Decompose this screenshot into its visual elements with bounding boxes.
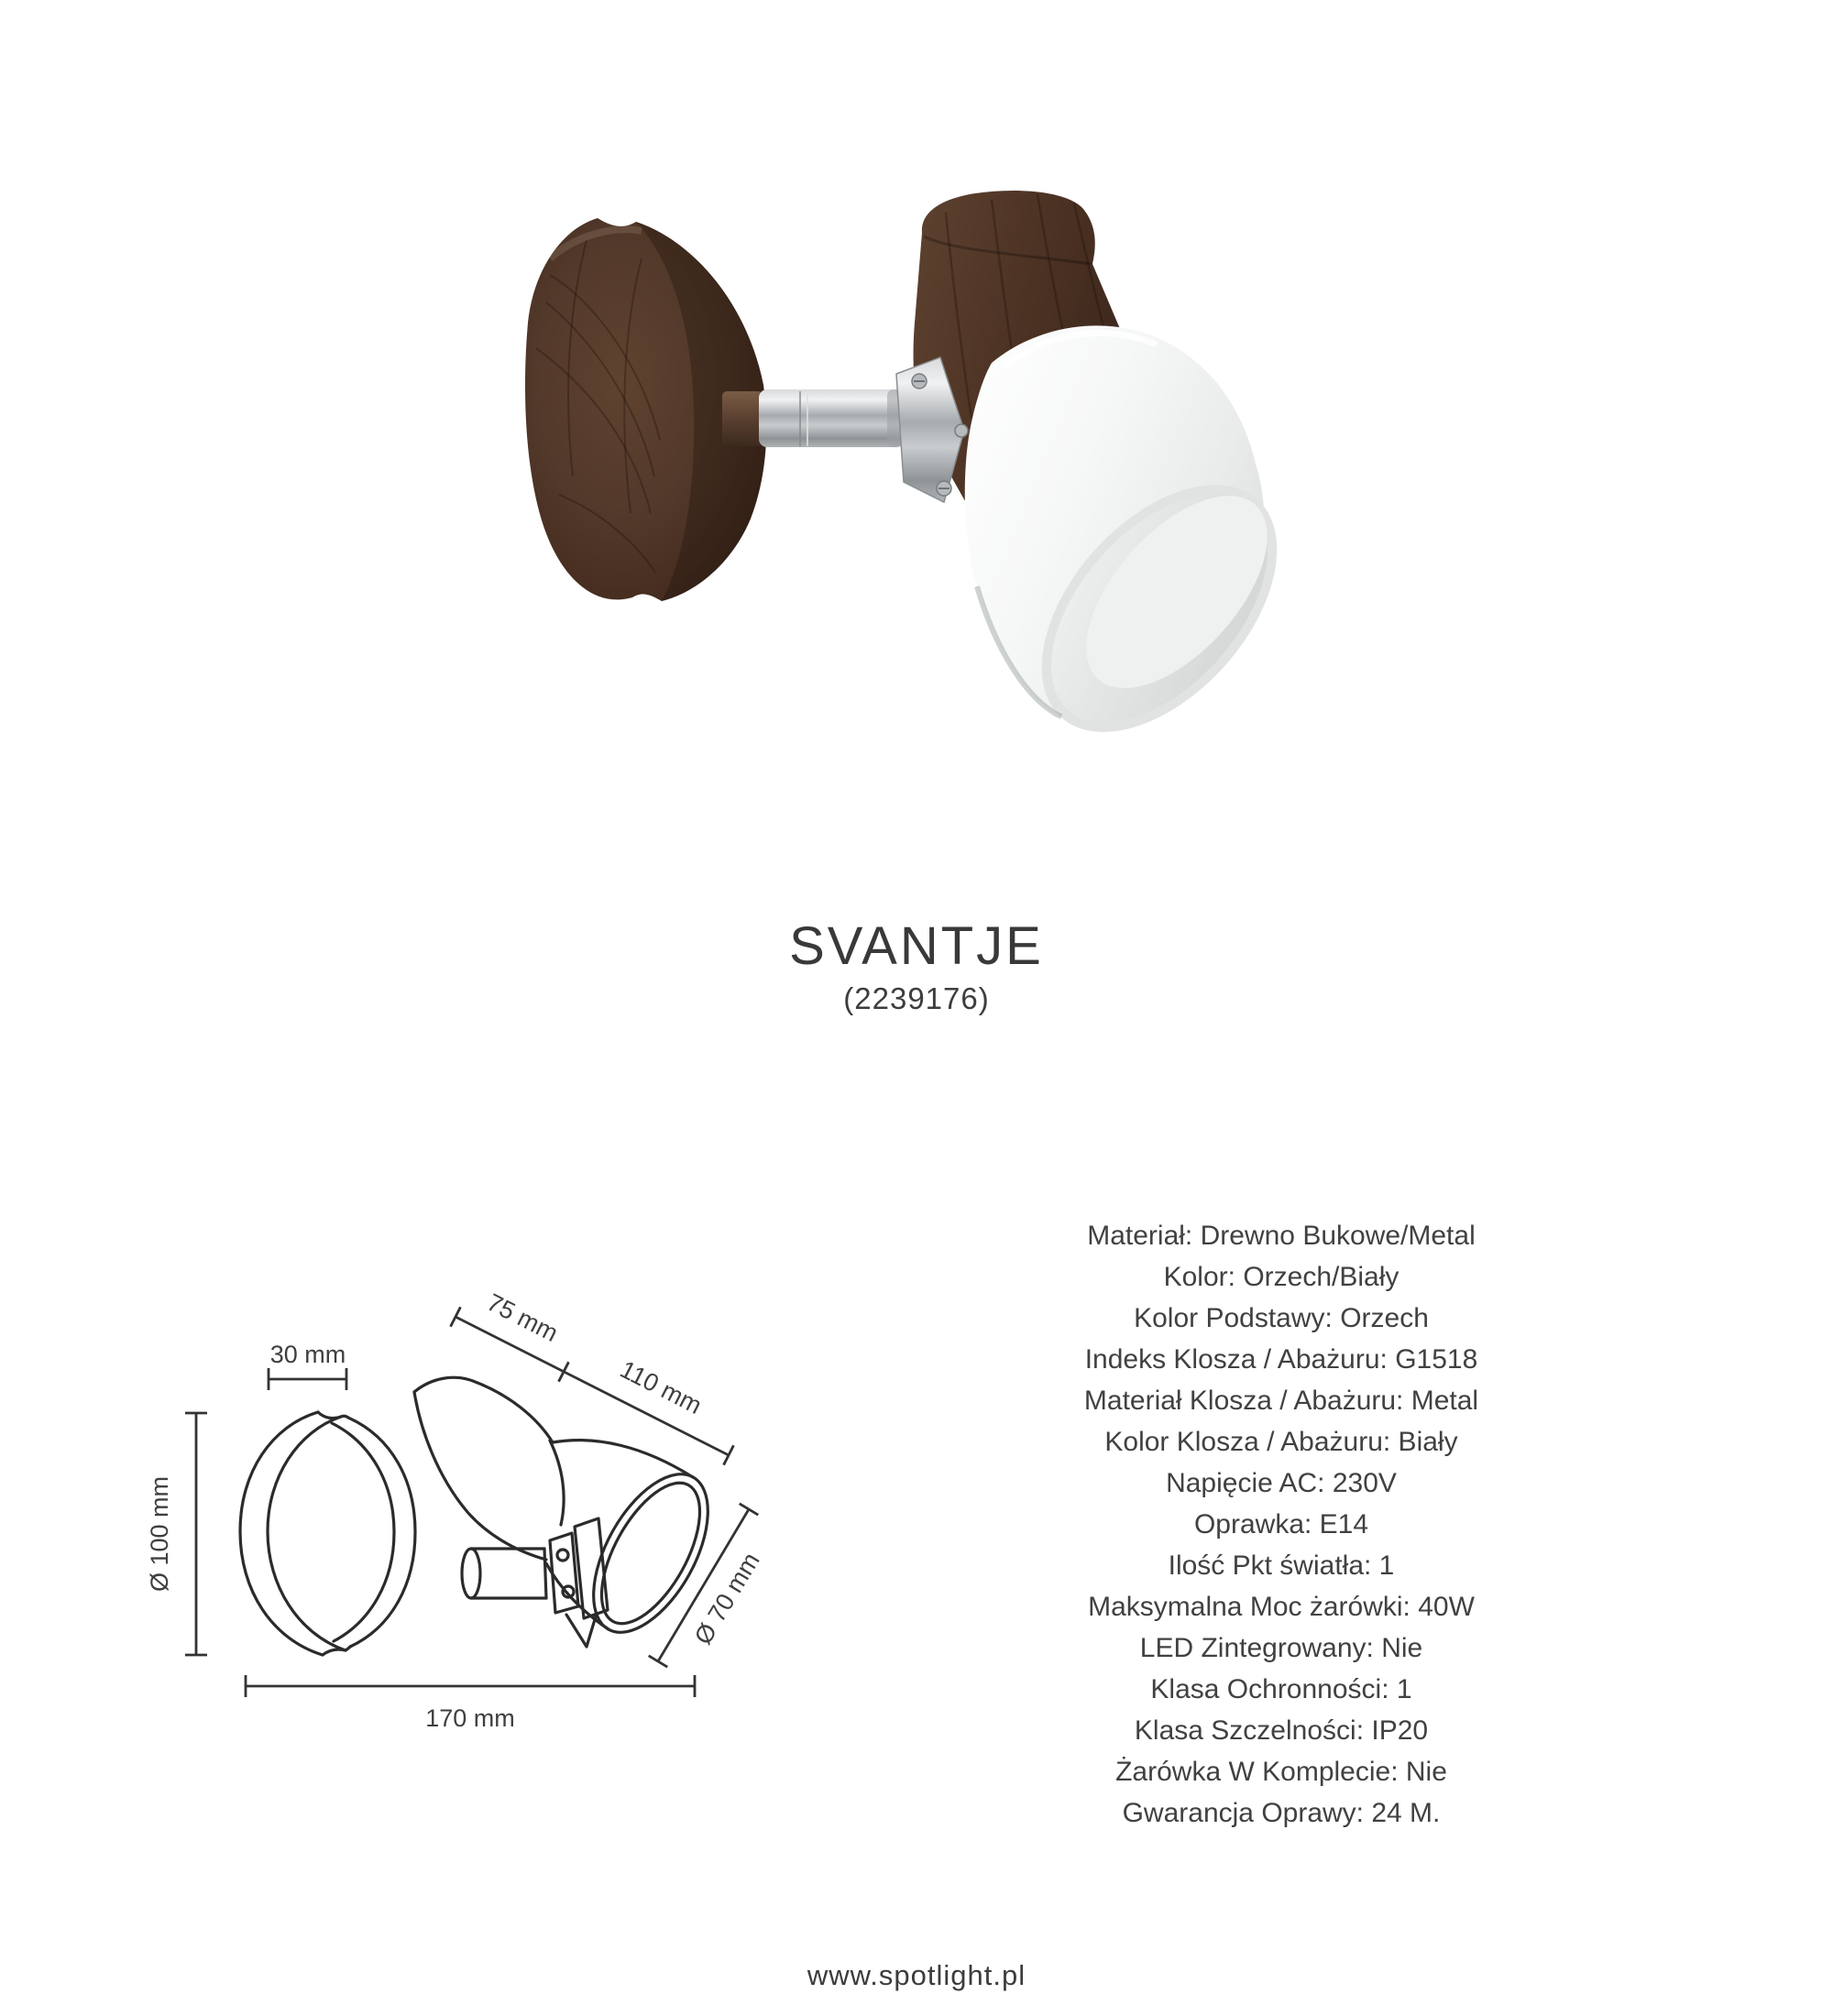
dimension-arm-head [451,1288,734,1465]
drawing-head-shade [414,1377,731,1650]
title-block [0,918,1833,1019]
dim-plate-diameter-label: Ø 100 mm [146,1475,173,1593]
spec-line: Klasa Ochronności: 1 [1150,1674,1412,1704]
spec-line: Napięcie AC: 230V [1166,1468,1397,1498]
dimension-plate-diameter [146,1413,207,1655]
page-title: SVANTJE [789,916,1044,976]
spec-line: Kolor Podstawy: Orzech [1134,1303,1429,1333]
technical-drawing [128,1274,788,1741]
drawing-wall-plate [240,1412,415,1655]
spec-line: Materiał Klosza / Abażuru: Metal [1083,1386,1479,1416]
specs-list [1006,1215,1556,1834]
dim-arm-length-label: 75 mm [482,1287,563,1348]
dim-shade-diameter-label: Ø 70 mm [688,1548,765,1649]
spec-line: Żarówka W Komplecie: Nie [1115,1757,1447,1787]
spec-line: Oprawka: E14 [1193,1509,1369,1539]
bronze-ring [722,391,763,446]
lamp-shade [965,325,1323,775]
product-code: (2239176) [843,981,990,1015]
mounting-arm [722,389,904,447]
dim-head-length-label: 110 mm [615,1354,707,1420]
spec-line: Ilość Pkt światła: 1 [1168,1550,1395,1581]
spec-line: Klasa Szczelności: IP20 [1134,1715,1429,1746]
spec-line: Kolor Klosza / Abażuru: Biały [1104,1427,1458,1457]
spec-line: Materiał: Drewno Bukowe/Metal [1087,1221,1476,1251]
product-photo [458,137,1329,779]
spec-line: Gwarancja Oprawy: 24 M. [1122,1798,1441,1828]
dim-total-width-label: 170 mm [425,1704,515,1732]
dim-plate-depth-label: 30 mm [269,1341,346,1368]
spec-line: Kolor: Orzech/Biały [1163,1262,1399,1292]
spec-line: Indeks Klosza / Abażuru: G1518 [1084,1344,1478,1375]
footer-website-link[interactable]: www.spotlight.pl [807,1959,1026,1991]
spec-line: LED Zintegrowany: Nie [1139,1633,1423,1663]
footer [0,1959,1833,1992]
spec-line: Maksymalna Moc żarówki: 40W [1088,1592,1475,1622]
dimension-plate-depth [269,1341,346,1390]
dimension-total-width [246,1675,695,1732]
